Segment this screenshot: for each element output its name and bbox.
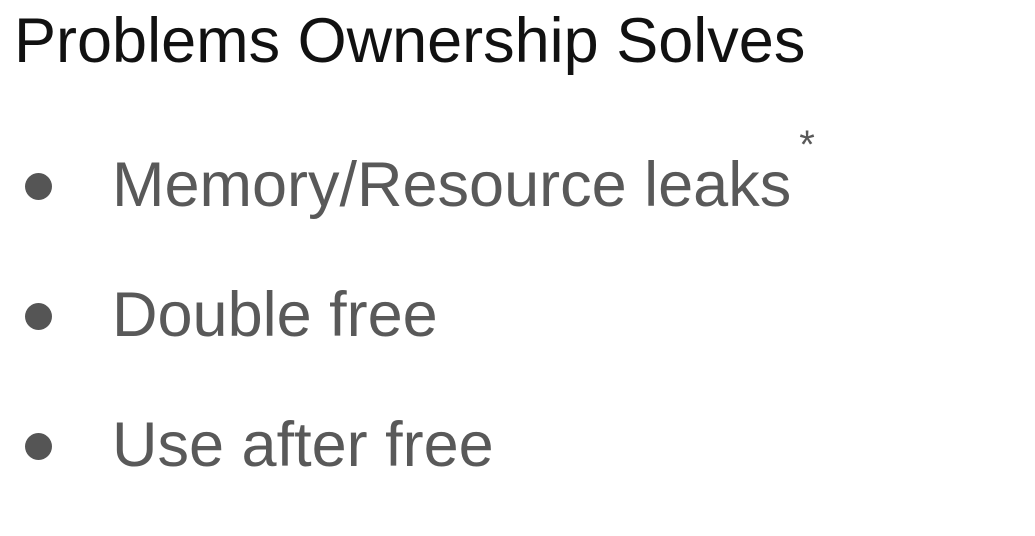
bullet-label: Memory/Resource leaks bbox=[112, 150, 792, 220]
bullet-label: Double free bbox=[112, 280, 438, 350]
bullet-dot-icon bbox=[25, 173, 52, 200]
footnote-mark: * bbox=[799, 123, 815, 167]
bullet-dot-icon bbox=[25, 433, 52, 460]
bullet-item-double-free bbox=[0, 275, 1035, 355]
slide-title: Problems Ownership Solves bbox=[14, 6, 806, 76]
bullet-text bbox=[112, 123, 815, 225]
bullet-item-memory-resource-leaks bbox=[0, 123, 1035, 225]
bullet-dot-icon bbox=[25, 303, 52, 330]
bullet-label: Use after free bbox=[112, 410, 494, 480]
bullet-item-use-after-free bbox=[0, 405, 1035, 485]
